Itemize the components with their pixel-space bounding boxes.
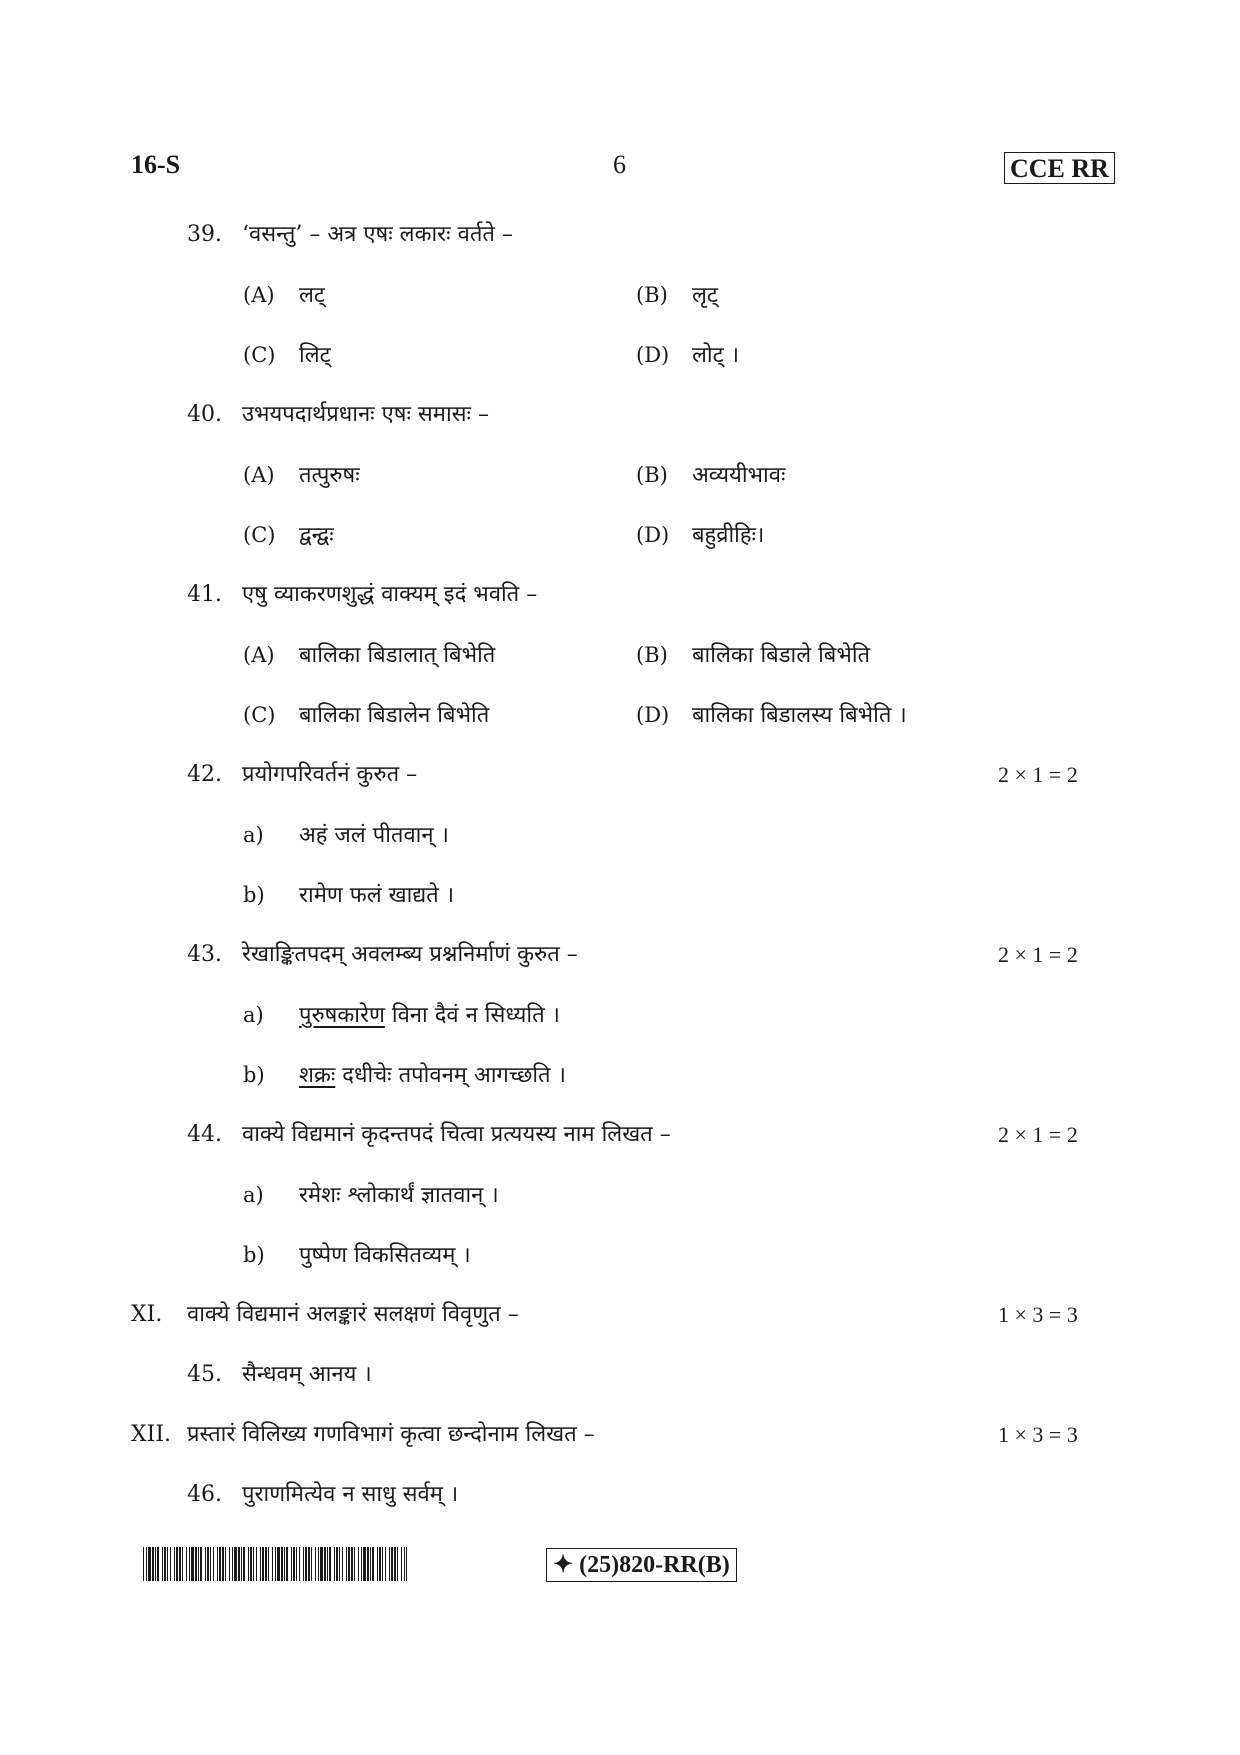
option-40-d: [636, 520, 764, 551]
section-text: वाक्ये विद्यमानं अलङ्कारं सलक्षणं विवृणुत –: [187, 1302, 519, 1327]
subquestion-42-a: [243, 820, 449, 851]
section-text: प्रस्तारं विलिख्य गणविभागं कृत्वा छन्दोनाम लिखत –: [187, 1422, 595, 1447]
question-text: सैन्धवम् आनय ।: [242, 1362, 372, 1387]
question-number: 40.: [187, 402, 222, 427]
marks-xi: 1 × 3 = 3: [998, 1302, 1078, 1327]
option-41-b: [636, 640, 870, 671]
question-43: [187, 940, 578, 970]
question-number: 43.: [187, 942, 222, 967]
question-text: प्रयोगपरिवर्तनं कुरुत –: [242, 762, 418, 787]
underlined-word: पुरुषकारेण: [299, 1003, 385, 1028]
option-text: द्वन्द्वः: [299, 523, 334, 548]
option-label: (D): [636, 523, 670, 547]
question-41: [187, 580, 537, 610]
question-46: [187, 1480, 458, 1510]
question-number: 41.: [187, 582, 222, 607]
sub-text: रमेशः श्लोकार्थं ज्ञातवान् ।: [299, 1183, 499, 1208]
marks-42: 2 × 1 = 2: [998, 762, 1078, 787]
subquestion-43-b: [243, 1060, 566, 1091]
option-41-a: [243, 640, 495, 671]
option-text: बालिका बिडालेन बिभेति: [299, 703, 490, 728]
subquestion-44-a: [243, 1180, 499, 1211]
option-41-c: [243, 700, 489, 731]
option-40-b: [636, 460, 785, 491]
option-text: बालिका बिडालात् बिभेति: [299, 643, 496, 668]
question-44: [187, 1120, 671, 1150]
sub-label: b): [243, 1063, 265, 1087]
question-text: ‘वसन्तु’ – अत्र एषः लकारः वर्तते –: [242, 222, 513, 247]
option-text: लोट् ।: [692, 343, 740, 368]
section-xi: [131, 1300, 519, 1330]
subquestion-42-b: [243, 880, 454, 911]
option-39-d: [636, 340, 739, 371]
marks-43: 2 × 1 = 2: [998, 942, 1078, 967]
sub-label: b): [243, 883, 265, 907]
option-label: (A): [243, 283, 275, 307]
option-39-a: [243, 280, 325, 311]
question-45: [187, 1360, 372, 1390]
option-label: (B): [636, 463, 668, 487]
option-39-c: [243, 340, 331, 371]
question-number: 44.: [187, 1122, 222, 1147]
question-number: 45.: [187, 1362, 222, 1387]
sub-label: a): [243, 823, 264, 847]
question-number: 46.: [187, 1482, 222, 1507]
question-text: रेखाङ्कितपदम् अवलम्ब्य प्रश्ननिर्माणं कुरुत –: [242, 942, 578, 967]
section-number: XII.: [131, 1422, 172, 1447]
sub-label: a): [243, 1183, 264, 1207]
section-number: XI.: [131, 1302, 163, 1327]
option-text: बालिका बिडाले बिभेति: [692, 643, 871, 668]
option-40-c: [243, 520, 334, 551]
option-41-d: [636, 700, 907, 731]
option-40-a: [243, 460, 360, 491]
option-text: अव्ययीभावः: [692, 463, 786, 488]
option-label: (A): [243, 463, 275, 487]
sub-text: विना दैवं न सिध्यति ।: [384, 1003, 560, 1028]
option-label: (D): [636, 703, 670, 727]
sub-text: दधीचेः तपोवनम् आगच्छति ।: [335, 1063, 566, 1088]
option-label: (D): [636, 343, 670, 367]
barcode: [143, 1547, 407, 1581]
option-label: (B): [636, 643, 668, 667]
option-label: (C): [243, 343, 276, 367]
paper-code-text: (25)820-RR(B): [579, 1552, 730, 1578]
question-40: [187, 400, 489, 430]
option-text: लृट्: [692, 283, 719, 308]
option-39-b: [636, 280, 718, 311]
marks-xii: 1 × 3 = 3: [998, 1422, 1078, 1447]
question-number: 39.: [187, 222, 222, 247]
sub-label: b): [243, 1243, 265, 1267]
section-xii: [131, 1420, 595, 1450]
question-text: पुराणमित्येव न साधु सर्वम् ।: [242, 1482, 459, 1507]
underlined-word: शक्रः: [299, 1063, 336, 1088]
option-text: लिट्: [299, 343, 331, 368]
sub-label: a): [243, 1003, 264, 1027]
question-39: [187, 220, 513, 250]
question-42: [187, 760, 417, 790]
sub-text: रामेण फलं खाद्यते ।: [299, 883, 455, 908]
option-label: (C): [243, 523, 276, 547]
option-label: (C): [243, 703, 276, 727]
option-text: बालिका बिडालस्य बिभेति ।: [692, 703, 907, 728]
paper-code: [546, 1548, 737, 1582]
subquestion-44-b: [243, 1240, 471, 1271]
sub-text: पुष्पेण विकसितव्यम् ।: [299, 1243, 471, 1268]
subject-code: 16-S: [131, 150, 181, 179]
option-text: लट्: [299, 283, 326, 308]
sub-text: अहं जलं पीतवान् ।: [299, 823, 449, 848]
subquestion-43-a: [243, 1000, 560, 1031]
option-text: तत्पुरुषः: [299, 463, 360, 488]
question-number: 42.: [187, 762, 222, 787]
star-icon: ✦: [553, 1552, 574, 1578]
option-text: बहुव्रीहिः।: [692, 523, 765, 548]
question-text: एषु व्याकरणशुद्धं वाक्यम् इदं भवति –: [242, 582, 538, 607]
question-text: उभयपदार्थप्रधानः एषः समासः –: [242, 402, 489, 427]
question-text: वाक्ये विद्यमानं कृदन्तपदं चित्वा प्रत्ययस्य नाम लिखत –: [242, 1122, 671, 1147]
page-number: 6: [613, 150, 626, 179]
scheme-code: CCE RR: [1004, 152, 1115, 184]
option-label: (B): [636, 283, 668, 307]
marks-44: 2 × 1 = 2: [998, 1122, 1078, 1147]
option-label: (A): [243, 643, 275, 667]
